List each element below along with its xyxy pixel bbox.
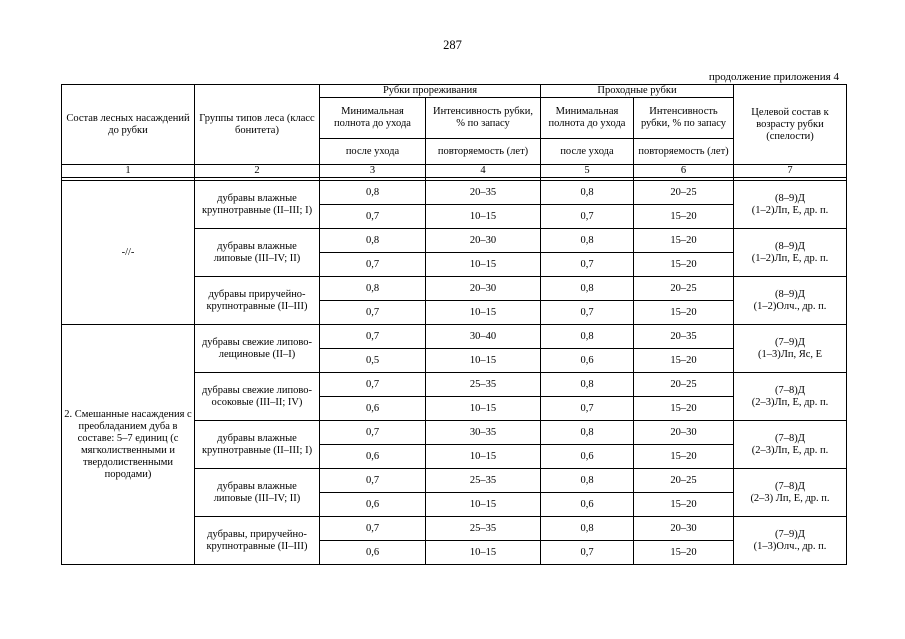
forest-type-cell: дубравы влажные липовые (III–IV; II) [195,469,320,517]
target-line: (7–9)Д [775,336,805,348]
target-line: (7–8)Д [775,480,805,492]
column-number: 1 [62,165,195,178]
target-line: (1–2)Лп, Е, др. п. [751,204,829,216]
value-cell: 10–15 [426,397,541,421]
header-after-care-passage: после ухода [541,139,634,165]
target-line: (1–3)Лп, Яс, Е [757,348,823,360]
value-cell: 10–15 [426,493,541,517]
value-cell: 0,7 [320,469,426,493]
value-cell: 0,7 [541,301,634,325]
continuation-label: продолжение приложения 4 [708,71,839,83]
header-target: Целевой состав к возрасту рубки (спелости) [734,85,847,165]
target-line: (7–9)Д [775,528,805,540]
value-cell: 0,8 [320,229,426,253]
value-cell: 0,7 [541,205,634,229]
value-cell: 0,7 [541,541,634,565]
target-line: (2–3) Лп, Е, др. п. [750,492,830,504]
value-cell: 0,7 [320,421,426,445]
target-line: (1–2)Лп, Е, др. п. [751,252,829,264]
target-cell [734,325,847,373]
header-min-density: Минимальная полнота до ухода [320,98,426,139]
forest-type-cell: дубравы влажные липовые (III–IV; II) [195,229,320,277]
forest-type-cell: дубравы свежие липово-осоковые (III–II; IV) [195,373,320,421]
value-cell: 25–35 [426,517,541,541]
value-cell: 0,6 [320,397,426,421]
value-cell: 20–35 [426,181,541,205]
forest-type-cell: дубравы влажные крупнотравные (II–III; I) [195,421,320,469]
target-line: (2–3)Лп, Е, др. п. [751,396,829,408]
value-cell: 20–30 [634,517,734,541]
column-number: 3 [320,165,426,178]
target-cell [734,277,847,325]
value-cell: 0,7 [320,325,426,349]
page-number: 287 [443,38,462,52]
header-min-density-passage: Минимальная полнота до ухода [541,98,634,139]
value-cell: 10–15 [426,445,541,469]
column-number: 7 [734,165,847,178]
forest-type-cell: дубравы, приручейно-крупнотравные (II–III) [195,517,320,565]
target-line: (7–8)Д [775,384,805,396]
value-cell: 10–15 [426,205,541,229]
value-cell: 0,7 [320,205,426,229]
value-cell: 15–20 [634,445,734,469]
column-number: 6 [634,165,734,178]
value-cell: 0,8 [541,229,634,253]
header-passage: Проходные рубки [541,85,734,98]
value-cell: 0,8 [541,469,634,493]
value-cell: 20–25 [634,277,734,301]
column-number: 2 [195,165,320,178]
value-cell: 0,6 [541,493,634,517]
value-cell: 0,7 [320,253,426,277]
target-cell [734,421,847,469]
target-line: (2–3)Лп, Е, др. п. [751,444,829,456]
value-cell: 0,5 [320,349,426,373]
value-cell: 20–30 [426,229,541,253]
value-cell: 15–20 [634,301,734,325]
value-cell: 15–20 [634,253,734,277]
target-cell [734,373,847,421]
header-forest-type: Группы типов леса (класс бонитета) [195,85,320,165]
value-cell: 0,7 [320,517,426,541]
value-cell: 20–30 [634,421,734,445]
target-line: (1–3)Олч., др. п. [753,540,827,552]
value-cell: 15–20 [634,397,734,421]
value-cell: 30–35 [426,421,541,445]
target-line: (8–9)Д [775,288,805,300]
forest-type-cell: дубравы свежие липово-лещиновые (II–I) [195,325,320,373]
value-cell: 30–40 [426,325,541,349]
target-line: (1–2)Олч., др. п. [753,300,827,312]
target-cell [734,229,847,277]
value-cell: 10–15 [426,253,541,277]
value-cell: 0,7 [541,397,634,421]
value-cell: 0,8 [541,181,634,205]
header-repeat-passage: повторяемость (лет) [634,139,734,165]
value-cell: 0,8 [541,517,634,541]
value-cell: 0,7 [541,253,634,277]
value-cell: 20–30 [426,277,541,301]
composition-cell: -//- [62,181,195,325]
value-cell: 0,8 [541,373,634,397]
value-cell: 0,8 [320,277,426,301]
value-cell: 0,6 [320,493,426,517]
target-line: (8–9)Д [775,192,805,204]
value-cell: 0,8 [541,277,634,301]
value-cell: 15–20 [634,541,734,565]
composition-cell: 2. Смешанные насаждения с преобладанием дуба в составе: 5–7 единиц (с мягколиственными и твердолиственными породами) [62,325,195,565]
target-cell [734,181,847,229]
value-cell: 0,6 [541,349,634,373]
value-cell: 20–25 [634,181,734,205]
column-number: 5 [541,165,634,178]
value-cell: 15–20 [634,493,734,517]
value-cell: 20–25 [634,469,734,493]
value-cell: 15–20 [634,205,734,229]
target-cell [734,469,847,517]
silviculture-table [61,84,847,565]
header-repeat: повторяемость (лет) [426,139,541,165]
value-cell: 0,6 [320,445,426,469]
value-cell: 20–35 [634,325,734,349]
header-thinning: Рубки прореживания [320,85,541,98]
value-cell: 20–25 [634,373,734,397]
value-cell: 25–35 [426,469,541,493]
value-cell: 0,8 [541,325,634,349]
column-number: 4 [426,165,541,178]
header-after-care: после ухода [320,139,426,165]
value-cell: 0,8 [320,181,426,205]
target-cell [734,517,847,565]
value-cell: 0,7 [320,301,426,325]
value-cell: 10–15 [426,541,541,565]
forest-type-cell: дубравы влажные крупнотравные (II–III; I) [195,181,320,229]
target-line: (7–8)Д [775,432,805,444]
value-cell: 10–15 [426,349,541,373]
target-line: (8–9)Д [775,240,805,252]
value-cell: 0,7 [320,373,426,397]
header-intensity-passage: Интенсивность рубки, % по запасу [634,98,734,139]
value-cell: 25–35 [426,373,541,397]
value-cell: 15–20 [634,229,734,253]
value-cell: 15–20 [634,349,734,373]
value-cell: 0,6 [541,445,634,469]
value-cell: 10–15 [426,301,541,325]
value-cell: 0,8 [541,421,634,445]
header-composition: Состав лесных насаждений до рубки [62,85,195,165]
forest-type-cell: дубравы приручейно-крупнотравные (II–III) [195,277,320,325]
value-cell: 0,6 [320,541,426,565]
header-intensity: Интенсивность рубки, % по запасу [426,98,541,139]
